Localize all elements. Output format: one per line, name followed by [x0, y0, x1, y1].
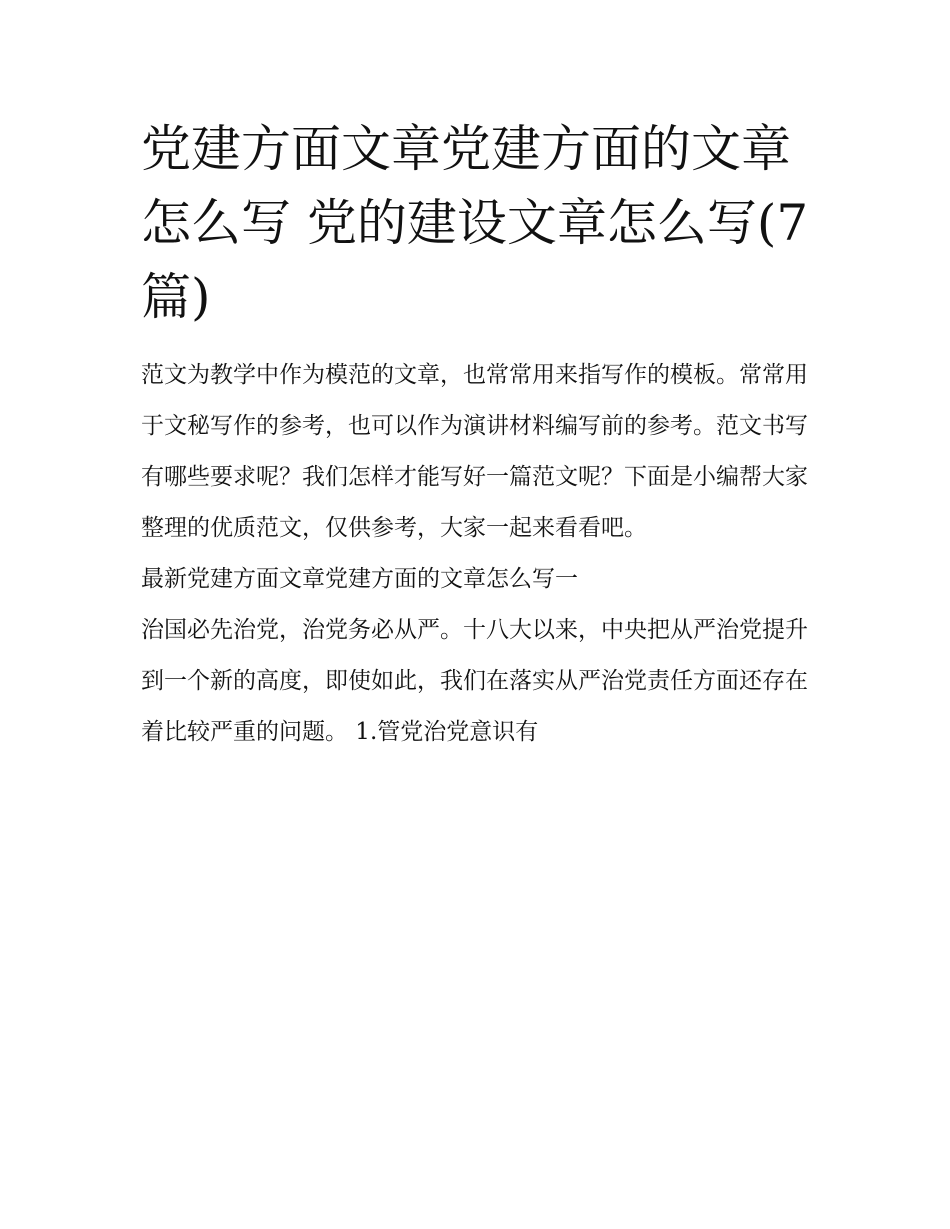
body-paragraph: 治国必先治党，治党务必从严。十八大以来，中央把从严治党提升到一个新的高度，即使如此，我们在落实从严治党责任方面还存在着比较严重的问题。 1.管党治党意识有	[141, 617, 808, 745]
intro-paragraph: 范文为教学中作为模范的文章，也常常用来指写作的模板。常常用于文秘写作的参考，也可以作为演讲材料编写前的参考。范文书写有哪些要求呢？我们怎样才能写好一篇范文呢？下面是小编帮大家整理的优质范文，仅供参考，大家一起来看看吧。	[141, 362, 808, 541]
section-heading: 最新党建方面文章党建方面的文章怎么写一	[141, 566, 578, 592]
document-title: 党建方面文章党建方面的文章怎么写 党的建设文章怎么写(7篇)	[141, 120, 809, 326]
document-content	[141, 112, 813, 758]
